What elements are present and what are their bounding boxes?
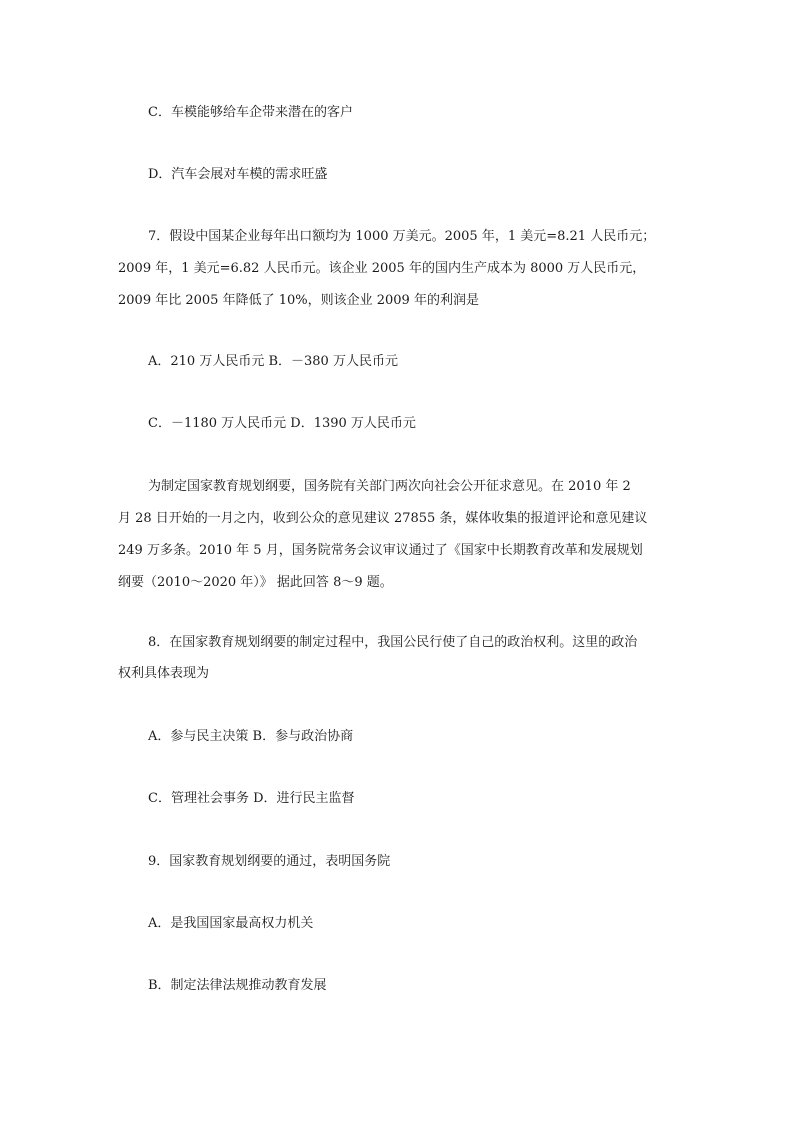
q7-stem-line-1: 7．假设中国某企业每年出口额均为 1000 万美元。2005 年，1 美元=8.21 人民币元； — [148, 229, 656, 244]
passage-line-3: 249 万多条。2010 年 5 月，国务院常务会议审议通过了《国家中长期教育改革和发展规划 — [118, 543, 643, 558]
q8-options-cd: C．管理社会事务 D．进行民主监督 — [148, 791, 355, 806]
q8-stem-line-2: 权利具体表现为 — [118, 666, 210, 681]
q9-option-a: A．是我国国家最高权力机关 — [148, 916, 314, 931]
q6-option-c: C．车模能够给车企带来潜在的客户 — [148, 105, 353, 120]
q6-option-d: D．汽车会展对车模的需求旺盛 — [148, 167, 328, 182]
passage-line-1: 为制定国家教育规划纲要，国务院有关部门两次向社会公开征求意见。在 2010 年 2 — [148, 479, 631, 494]
q8-stem-line-1: 8．在国家教育规划纲要的制定过程中，我国公民行使了自己的政治权利。这里的政治 — [148, 635, 638, 650]
q7-options-ab: A．210 万人民币元 B．－380 万人民币元 — [148, 354, 398, 369]
q9-option-b: B．制定法律法规推动教育发展 — [148, 978, 327, 993]
q7-options-cd: C．－1180 万人民币元 D．1390 万人民币元 — [148, 416, 416, 431]
passage-line-4: 纲要（2010～2020 年）》 据此回答 8～9 题。 — [118, 575, 393, 590]
q9-stem: 9．国家教育规划纲要的通过，表明国务院 — [148, 854, 391, 869]
q7-stem-line-3: 2009 年比 2005 年降低了 10%，则该企业 2009 年的利润是 — [118, 293, 479, 308]
q7-stem-line-2: 2009 年，1 美元=6.82 人民币元。该企业 2005 年的国内生产成本为 8000 万人民币元， — [118, 261, 646, 276]
passage-line-2: 月 28 日开始的一月之内，收到公众的意见建议 27855 条，媒体收集的报道评论和意见建议 — [118, 511, 648, 526]
q8-options-ab: A．参与民主决策 B．参与政治协商 — [148, 729, 354, 744]
